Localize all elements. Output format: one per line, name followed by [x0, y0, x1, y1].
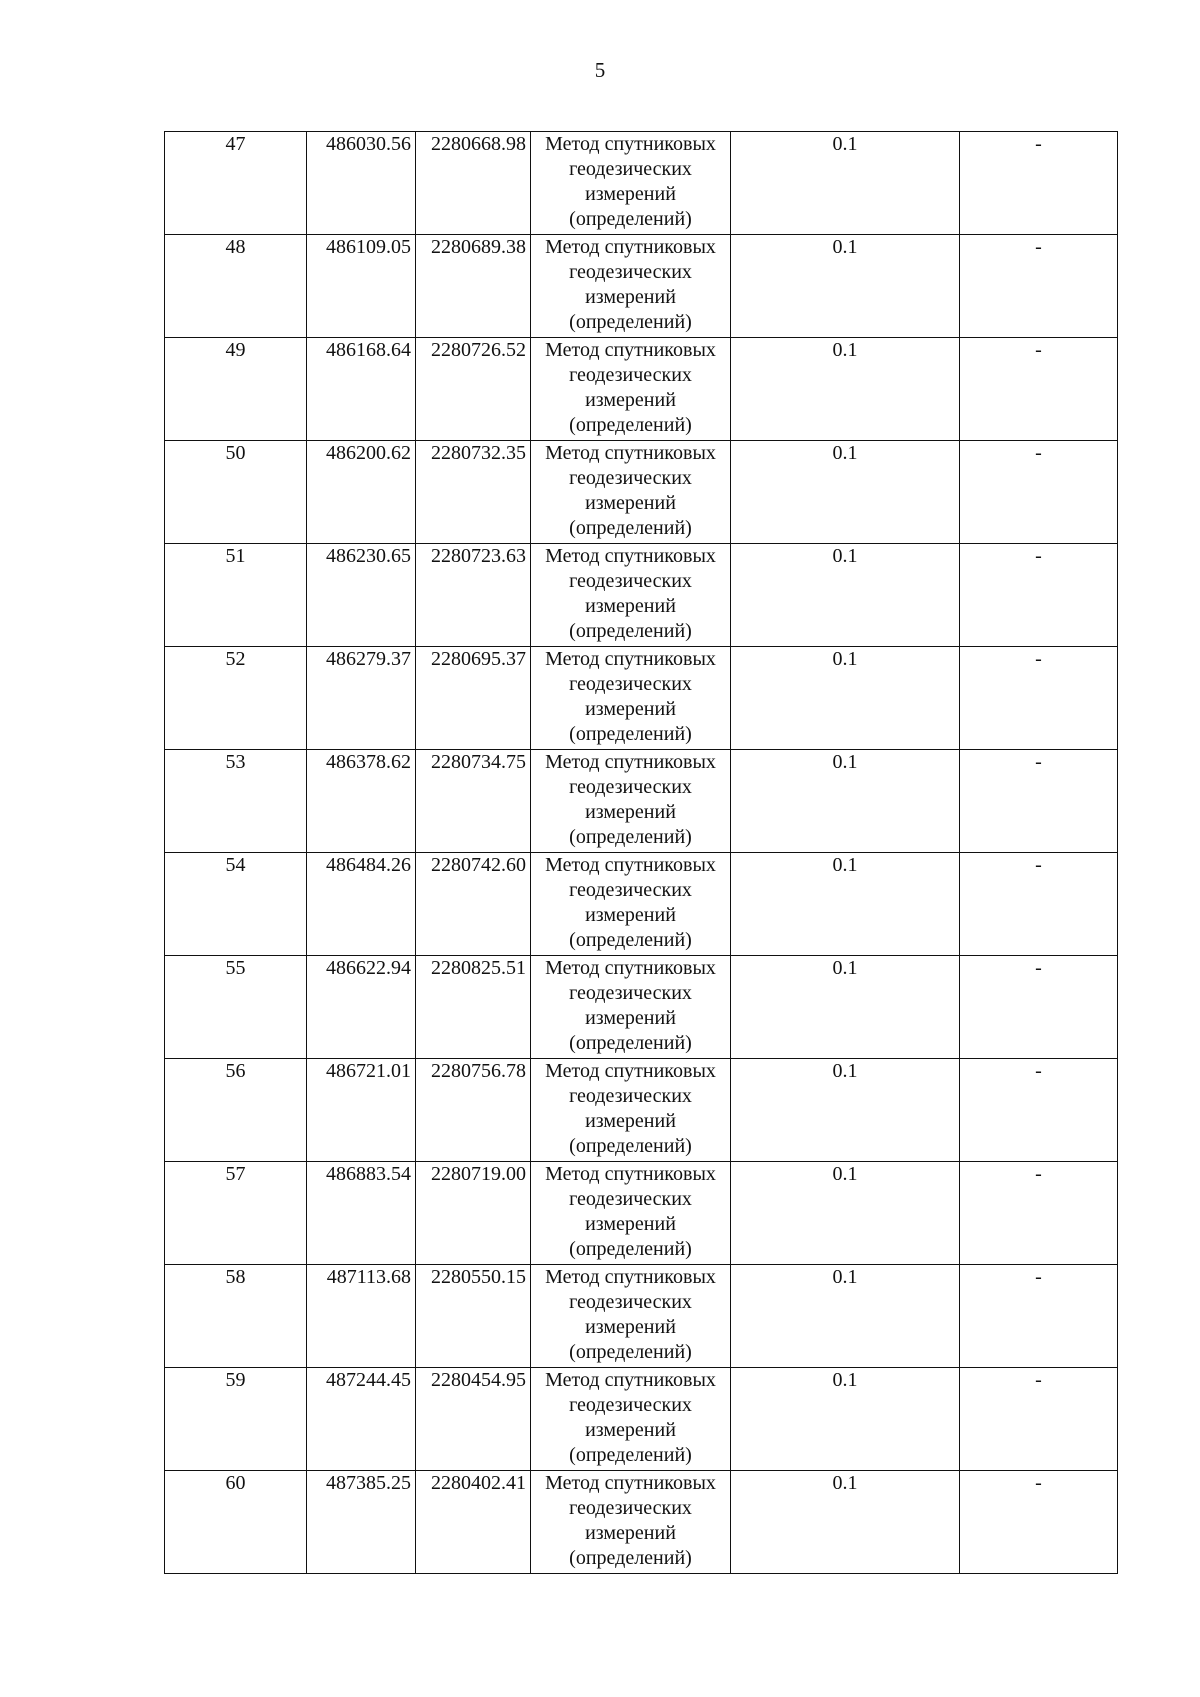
description-cell: -: [960, 544, 1118, 647]
y-coordinate-cell: 2280689.38: [416, 235, 531, 338]
method-text-line: (определений): [569, 826, 692, 848]
accuracy-cell: 0.1: [731, 1368, 960, 1471]
point-number-cell: 59: [165, 1368, 307, 1471]
method-cell: [531, 956, 731, 1059]
description-cell: -: [960, 338, 1118, 441]
accuracy-cell: 0.1: [731, 853, 960, 956]
accuracy-cell: 0.1: [731, 1471, 960, 1574]
method-text-line: Метод спутниковых: [545, 1060, 716, 1082]
method-text-line: Метод спутниковых: [545, 545, 716, 567]
method-text-line: (определений): [569, 1444, 692, 1466]
method-text-line: геодезических: [569, 1085, 692, 1107]
method-text-line: геодезических: [569, 364, 692, 386]
method-text-line: Метод спутниковых: [545, 1472, 716, 1494]
method-text-line: измерений: [585, 801, 676, 823]
method-text-line: геодезических: [569, 673, 692, 695]
table-row: [165, 853, 1118, 956]
accuracy-cell: 0.1: [731, 1265, 960, 1368]
method-cell: [531, 1059, 731, 1162]
table-row: [165, 1368, 1118, 1471]
table-row: [165, 1471, 1118, 1574]
method-text-line: геодезических: [569, 261, 692, 283]
y-coordinate-cell: 2280668.98: [416, 132, 531, 235]
coordinates-table: [164, 131, 1118, 1574]
y-coordinate-cell: 2280402.41: [416, 1471, 531, 1574]
x-coordinate-cell: 486622.94: [307, 956, 416, 1059]
table-row: [165, 1162, 1118, 1265]
description-cell: -: [960, 956, 1118, 1059]
y-coordinate-cell: 2280732.35: [416, 441, 531, 544]
method-text-line: геодезических: [569, 1291, 692, 1313]
method-text-line: Метод спутниковых: [545, 1163, 716, 1185]
method-cell: [531, 544, 731, 647]
method-text-line: Метод спутниковых: [545, 133, 716, 155]
method-text-line: измерений: [585, 904, 676, 926]
y-coordinate-cell: 2280734.75: [416, 750, 531, 853]
y-coordinate-cell: 2280726.52: [416, 338, 531, 441]
method-text-line: Метод спутниковых: [545, 648, 716, 670]
x-coordinate-cell: 486200.62: [307, 441, 416, 544]
method-text-line: (определений): [569, 414, 692, 436]
method-text-line: геодезических: [569, 467, 692, 489]
method-text-line: Метод спутниковых: [545, 339, 716, 361]
y-coordinate-cell: 2280742.60: [416, 853, 531, 956]
point-number-cell: 49: [165, 338, 307, 441]
description-cell: -: [960, 750, 1118, 853]
point-number-cell: 57: [165, 1162, 307, 1265]
method-cell: [531, 853, 731, 956]
accuracy-cell: 0.1: [731, 1059, 960, 1162]
method-text-line: геодезических: [569, 570, 692, 592]
method-text-line: Метод спутниковых: [545, 1369, 716, 1391]
page-number: 5: [594, 58, 606, 82]
y-coordinate-cell: 2280550.15: [416, 1265, 531, 1368]
table-row: [165, 338, 1118, 441]
method-text-line: геодезических: [569, 776, 692, 798]
x-coordinate-cell: 486484.26: [307, 853, 416, 956]
x-coordinate-cell: 486279.37: [307, 647, 416, 750]
method-text-line: геодезических: [569, 1188, 692, 1210]
x-coordinate-cell: 486168.64: [307, 338, 416, 441]
method-text-line: Метод спутниковых: [545, 442, 716, 464]
method-text-line: Метод спутниковых: [545, 751, 716, 773]
method-cell: [531, 441, 731, 544]
method-cell: [531, 1368, 731, 1471]
description-cell: -: [960, 1059, 1118, 1162]
y-coordinate-cell: 2280719.00: [416, 1162, 531, 1265]
method-text-line: Метод спутниковых: [545, 854, 716, 876]
description-cell: -: [960, 1265, 1118, 1368]
description-cell: -: [960, 647, 1118, 750]
coordinates-table-body: [165, 132, 1118, 1574]
accuracy-cell: 0.1: [731, 235, 960, 338]
accuracy-cell: 0.1: [731, 750, 960, 853]
method-text-line: (определений): [569, 517, 692, 539]
method-text-line: измерений: [585, 389, 676, 411]
method-cell: [531, 235, 731, 338]
table-row: [165, 647, 1118, 750]
method-cell: [531, 750, 731, 853]
description-cell: -: [960, 441, 1118, 544]
method-text-line: Метод спутниковых: [545, 236, 716, 258]
method-cell: [531, 132, 731, 235]
point-number-cell: 52: [165, 647, 307, 750]
description-cell: -: [960, 235, 1118, 338]
method-text-line: измерений: [585, 492, 676, 514]
method-text-line: измерений: [585, 1213, 676, 1235]
x-coordinate-cell: 486030.56: [307, 132, 416, 235]
method-text-line: (определений): [569, 208, 692, 230]
x-coordinate-cell: 486883.54: [307, 1162, 416, 1265]
method-text-line: измерений: [585, 1316, 676, 1338]
point-number-cell: 58: [165, 1265, 307, 1368]
method-text-line: измерений: [585, 286, 676, 308]
method-text-line: (определений): [569, 929, 692, 951]
method-cell: [531, 647, 731, 750]
description-cell: -: [960, 132, 1118, 235]
method-cell: [531, 1162, 731, 1265]
accuracy-cell: 0.1: [731, 647, 960, 750]
accuracy-cell: 0.1: [731, 544, 960, 647]
method-text-line: (определений): [569, 1341, 692, 1363]
point-number-cell: 54: [165, 853, 307, 956]
x-coordinate-cell: 487244.45: [307, 1368, 416, 1471]
method-text-line: измерений: [585, 698, 676, 720]
point-number-cell: 48: [165, 235, 307, 338]
point-number-cell: 53: [165, 750, 307, 853]
method-text-line: (определений): [569, 311, 692, 333]
method-text-line: Метод спутниковых: [545, 957, 716, 979]
table-row: [165, 235, 1118, 338]
method-text-line: геодезических: [569, 1394, 692, 1416]
method-text-line: измерений: [585, 1522, 676, 1544]
table-row: [165, 132, 1118, 235]
description-cell: -: [960, 1162, 1118, 1265]
table-row: [165, 750, 1118, 853]
method-text-line: (определений): [569, 723, 692, 745]
table-row: [165, 1265, 1118, 1368]
table-row: [165, 956, 1118, 1059]
method-text-line: (определений): [569, 1032, 692, 1054]
description-cell: -: [960, 1368, 1118, 1471]
method-text-line: измерений: [585, 1007, 676, 1029]
method-text-line: (определений): [569, 620, 692, 642]
method-text-line: (определений): [569, 1238, 692, 1260]
accuracy-cell: 0.1: [731, 338, 960, 441]
table-row: [165, 1059, 1118, 1162]
method-text-line: геодезических: [569, 879, 692, 901]
method-cell: [531, 1471, 731, 1574]
point-number-cell: 51: [165, 544, 307, 647]
y-coordinate-cell: 2280695.37: [416, 647, 531, 750]
method-text-line: геодезических: [569, 982, 692, 1004]
x-coordinate-cell: 486230.65: [307, 544, 416, 647]
method-text-line: измерений: [585, 595, 676, 617]
method-cell: [531, 1265, 731, 1368]
point-number-cell: 47: [165, 132, 307, 235]
x-coordinate-cell: 487113.68: [307, 1265, 416, 1368]
method-text-line: геодезических: [569, 1497, 692, 1519]
method-text-line: измерений: [585, 1110, 676, 1132]
method-text-line: Метод спутниковых: [545, 1266, 716, 1288]
y-coordinate-cell: 2280723.63: [416, 544, 531, 647]
point-number-cell: 60: [165, 1471, 307, 1574]
point-number-cell: 55: [165, 956, 307, 1059]
x-coordinate-cell: 486378.62: [307, 750, 416, 853]
table-row: [165, 544, 1118, 647]
point-number-cell: 56: [165, 1059, 307, 1162]
method-text-line: (определений): [569, 1547, 692, 1569]
accuracy-cell: 0.1: [731, 1162, 960, 1265]
point-number-cell: 50: [165, 441, 307, 544]
description-cell: -: [960, 853, 1118, 956]
x-coordinate-cell: 487385.25: [307, 1471, 416, 1574]
method-text-line: (определений): [569, 1135, 692, 1157]
y-coordinate-cell: 2280454.95: [416, 1368, 531, 1471]
method-text-line: измерений: [585, 1419, 676, 1441]
accuracy-cell: 0.1: [731, 956, 960, 1059]
y-coordinate-cell: 2280825.51: [416, 956, 531, 1059]
description-cell: -: [960, 1471, 1118, 1574]
accuracy-cell: 0.1: [731, 441, 960, 544]
method-text-line: геодезических: [569, 158, 692, 180]
table-row: [165, 441, 1118, 544]
y-coordinate-cell: 2280756.78: [416, 1059, 531, 1162]
accuracy-cell: 0.1: [731, 132, 960, 235]
x-coordinate-cell: 486109.05: [307, 235, 416, 338]
method-cell: [531, 338, 731, 441]
x-coordinate-cell: 486721.01: [307, 1059, 416, 1162]
method-text-line: измерений: [585, 183, 676, 205]
